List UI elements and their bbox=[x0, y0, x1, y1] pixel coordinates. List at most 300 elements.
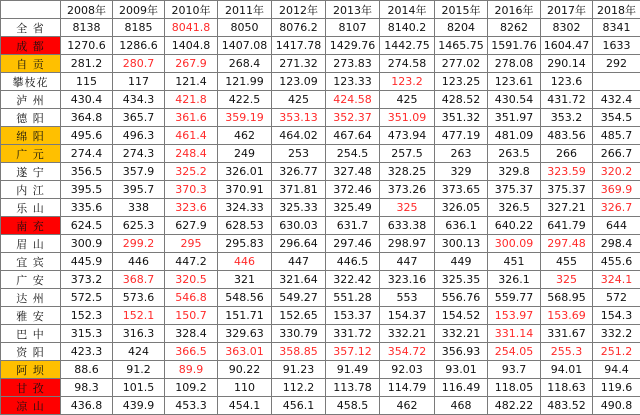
value-cell[interactable]: 372.46 bbox=[326, 181, 380, 199]
value-cell[interactable]: 490.8 bbox=[593, 397, 640, 415]
value-cell[interactable]: 456.1 bbox=[272, 397, 326, 415]
value-cell[interactable]: 625.3 bbox=[113, 217, 165, 235]
value-cell[interactable]: 274.58 bbox=[380, 55, 435, 73]
value-cell[interactable]: 90.22 bbox=[218, 361, 272, 379]
region-name-cell[interactable]: 南 充 bbox=[1, 217, 61, 235]
value-cell[interactable]: 251.2 bbox=[593, 343, 640, 361]
value-cell[interactable]: 8185 bbox=[113, 19, 165, 37]
value-cell[interactable]: 644 bbox=[593, 217, 640, 235]
value-cell[interactable]: 266.7 bbox=[593, 145, 640, 163]
value-cell[interactable]: 115 bbox=[61, 73, 113, 91]
value-cell[interactable]: 113.78 bbox=[326, 379, 380, 397]
value-cell[interactable]: 395.7 bbox=[113, 181, 165, 199]
table-row bbox=[1, 37, 640, 55]
value-cell[interactable]: 123.33 bbox=[326, 73, 380, 91]
region-name-cell[interactable]: 内 江 bbox=[1, 181, 61, 199]
value-cell[interactable]: 477.19 bbox=[435, 127, 488, 145]
value-cell[interactable]: 430.4 bbox=[61, 91, 113, 109]
value-cell[interactable]: 332.2 bbox=[593, 325, 640, 343]
region-name-cell[interactable]: 全 省 bbox=[1, 19, 61, 37]
value-cell[interactable]: 8262 bbox=[488, 19, 541, 37]
value-cell[interactable]: 370.3 bbox=[165, 181, 218, 199]
region-name-cell[interactable]: 宜 宾 bbox=[1, 253, 61, 271]
header-cell-year[interactable]: 2016年 bbox=[488, 1, 541, 19]
table-row bbox=[1, 127, 640, 145]
value-cell[interactable]: 91.49 bbox=[326, 361, 380, 379]
value-cell[interactable]: 326.5 bbox=[488, 199, 541, 217]
value-cell[interactable]: 352.37 bbox=[326, 109, 380, 127]
value-cell[interactable]: 94.01 bbox=[541, 361, 593, 379]
value-cell[interactable]: 572.5 bbox=[61, 289, 113, 307]
value-cell[interactable]: 93.01 bbox=[435, 361, 488, 379]
value-cell[interactable]: 458.5 bbox=[326, 397, 380, 415]
region-name-cell[interactable]: 成 都 bbox=[1, 37, 61, 55]
value-cell[interactable]: 548.56 bbox=[218, 289, 272, 307]
value-cell[interactable]: 481.09 bbox=[488, 127, 541, 145]
value-cell[interactable]: 274.4 bbox=[61, 145, 113, 163]
value-cell[interactable]: 449 bbox=[435, 253, 488, 271]
value-cell[interactable]: 277.02 bbox=[435, 55, 488, 73]
header-cell-corner[interactable] bbox=[1, 1, 61, 19]
value-cell[interactable]: 253 bbox=[272, 145, 326, 163]
value-cell[interactable]: 323.6 bbox=[165, 199, 218, 217]
value-cell[interactable]: 298.4 bbox=[593, 235, 640, 253]
value-cell[interactable]: 110 bbox=[218, 379, 272, 397]
value-cell[interactable]: 249 bbox=[218, 145, 272, 163]
value-cell[interactable]: 8302 bbox=[541, 19, 593, 37]
value-cell[interactable]: 325 bbox=[541, 271, 593, 289]
header-cell-year[interactable]: 2014年 bbox=[380, 1, 435, 19]
value-cell[interactable]: 116.49 bbox=[435, 379, 488, 397]
value-cell[interactable]: 298.97 bbox=[380, 235, 435, 253]
value-cell[interactable]: 636.1 bbox=[435, 217, 488, 235]
value-cell[interactable]: 123.25 bbox=[435, 73, 488, 91]
value-cell[interactable]: 8041.8 bbox=[165, 19, 218, 37]
value-cell[interactable]: 641.79 bbox=[541, 217, 593, 235]
value-cell[interactable]: 432.4 bbox=[593, 91, 640, 109]
value-cell[interactable]: 553 bbox=[380, 289, 435, 307]
value-cell[interactable]: 323.59 bbox=[541, 163, 593, 181]
table-row bbox=[1, 217, 640, 235]
value-cell[interactable]: 356.93 bbox=[435, 343, 488, 361]
value-cell[interactable]: 354.72 bbox=[380, 343, 435, 361]
value-cell[interactable]: 316.3 bbox=[113, 325, 165, 343]
value-cell[interactable]: 375.37 bbox=[488, 181, 541, 199]
header-cell-year[interactable]: 2009年 bbox=[113, 1, 165, 19]
value-cell[interactable]: 331.14 bbox=[488, 325, 541, 343]
region-name-cell[interactable]: 眉 山 bbox=[1, 235, 61, 253]
value-cell[interactable]: 121.4 bbox=[165, 73, 218, 91]
value-cell[interactable]: 630.03 bbox=[272, 217, 326, 235]
value-cell[interactable]: 363.01 bbox=[218, 343, 272, 361]
value-cell[interactable]: 370.91 bbox=[218, 181, 272, 199]
value-cell[interactable]: 351.09 bbox=[380, 109, 435, 127]
value-cell[interactable]: 351.32 bbox=[435, 109, 488, 127]
value-cell[interactable]: 549.27 bbox=[272, 289, 326, 307]
value-cell[interactable]: 468 bbox=[435, 397, 488, 415]
value-cell[interactable]: 8107 bbox=[326, 19, 380, 37]
value-cell[interactable]: 559.77 bbox=[488, 289, 541, 307]
value-cell[interactable]: 329.8 bbox=[488, 163, 541, 181]
value-cell[interactable]: 326.01 bbox=[218, 163, 272, 181]
region-name-cell[interactable]: 资 阳 bbox=[1, 343, 61, 361]
value-cell[interactable]: 152.3 bbox=[61, 307, 113, 325]
value-cell[interactable]: 1270.6 bbox=[61, 37, 113, 55]
value-cell[interactable]: 328.4 bbox=[165, 325, 218, 343]
header-cell-year[interactable]: 2010年 bbox=[165, 1, 218, 19]
table-row bbox=[1, 163, 640, 181]
value-cell[interactable]: 451 bbox=[488, 253, 541, 271]
value-cell[interactable]: 295.83 bbox=[218, 235, 272, 253]
value-cell[interactable]: 572 bbox=[593, 289, 640, 307]
value-cell[interactable]: 455.6 bbox=[593, 253, 640, 271]
value-cell[interactable]: 327.21 bbox=[541, 199, 593, 217]
table-row bbox=[1, 271, 640, 289]
value-cell[interactable]: 446 bbox=[113, 253, 165, 271]
value-cell[interactable]: 455 bbox=[541, 253, 593, 271]
value-cell[interactable]: 1404.8 bbox=[165, 37, 218, 55]
region-name-cell[interactable]: 泸 州 bbox=[1, 91, 61, 109]
value-cell[interactable]: 331.67 bbox=[541, 325, 593, 343]
value-cell[interactable]: 467.64 bbox=[326, 127, 380, 145]
value-cell[interactable]: 356.5 bbox=[61, 163, 113, 181]
value-cell[interactable]: 428.52 bbox=[435, 91, 488, 109]
value-cell[interactable]: 482.22 bbox=[488, 397, 541, 415]
value-cell[interactable]: 461.4 bbox=[165, 127, 218, 145]
value-cell[interactable]: 483.52 bbox=[541, 397, 593, 415]
value-cell[interactable]: 628.53 bbox=[218, 217, 272, 235]
value-cell[interactable]: 462 bbox=[218, 127, 272, 145]
value-cell[interactable]: 357.12 bbox=[326, 343, 380, 361]
header-cell-year[interactable]: 2018年 bbox=[593, 1, 640, 19]
value-cell[interactable]: 248.4 bbox=[165, 145, 218, 163]
value-cell[interactable]: 423.3 bbox=[61, 343, 113, 361]
value-cell[interactable]: 271.32 bbox=[272, 55, 326, 73]
value-cell[interactable]: 1407.08 bbox=[218, 37, 272, 55]
value-cell[interactable]: 123.6 bbox=[541, 73, 593, 91]
value-cell[interactable]: 280.7 bbox=[113, 55, 165, 73]
value-cell[interactable]: 422.5 bbox=[218, 91, 272, 109]
value-cell[interactable]: 151.71 bbox=[218, 307, 272, 325]
region-name-cell[interactable]: 阿 坝 bbox=[1, 361, 61, 379]
value-cell[interactable]: 109.2 bbox=[165, 379, 218, 397]
value-cell[interactable]: 640.22 bbox=[488, 217, 541, 235]
value-cell[interactable]: 8050 bbox=[218, 19, 272, 37]
value-cell[interactable]: 546.8 bbox=[165, 289, 218, 307]
value-cell[interactable]: 295 bbox=[165, 235, 218, 253]
table-row bbox=[1, 55, 640, 73]
value-cell[interactable]: 373.26 bbox=[380, 181, 435, 199]
value-cell[interactable]: 93.7 bbox=[488, 361, 541, 379]
table-row bbox=[1, 235, 640, 253]
value-cell[interactable]: 266 bbox=[541, 145, 593, 163]
value-cell[interactable]: 297.48 bbox=[541, 235, 593, 253]
value-cell[interactable] bbox=[593, 73, 640, 91]
value-cell[interactable]: 329 bbox=[435, 163, 488, 181]
table-row bbox=[1, 181, 640, 199]
value-cell[interactable]: 366.5 bbox=[165, 343, 218, 361]
value-cell[interactable]: 8138 bbox=[61, 19, 113, 37]
value-cell[interactable]: 1442.75 bbox=[380, 37, 435, 55]
value-cell[interactable]: 324.33 bbox=[218, 199, 272, 217]
value-cell[interactable]: 268.4 bbox=[218, 55, 272, 73]
value-cell[interactable]: 154.3 bbox=[593, 307, 640, 325]
value-cell[interactable]: 326.7 bbox=[593, 199, 640, 217]
value-cell[interactable]: 1417.78 bbox=[272, 37, 326, 55]
value-cell[interactable]: 434.3 bbox=[113, 91, 165, 109]
table-row bbox=[1, 307, 640, 325]
value-cell[interactable]: 424.58 bbox=[326, 91, 380, 109]
value-cell[interactable]: 153.37 bbox=[326, 307, 380, 325]
value-cell[interactable]: 98.3 bbox=[61, 379, 113, 397]
value-cell[interactable]: 321.64 bbox=[272, 271, 326, 289]
value-cell[interactable]: 353.13 bbox=[272, 109, 326, 127]
value-cell[interactable]: 296.64 bbox=[272, 235, 326, 253]
value-cell[interactable]: 281.2 bbox=[61, 55, 113, 73]
value-cell[interactable]: 300.13 bbox=[435, 235, 488, 253]
value-cell[interactable]: 329.63 bbox=[218, 325, 272, 343]
value-cell[interactable]: 439.9 bbox=[113, 397, 165, 415]
table-body bbox=[1, 19, 640, 415]
table-row bbox=[1, 379, 640, 397]
value-cell[interactable]: 358.85 bbox=[272, 343, 326, 361]
value-cell[interactable]: 327.48 bbox=[326, 163, 380, 181]
value-cell[interactable]: 330.79 bbox=[272, 325, 326, 343]
value-cell[interactable]: 152.65 bbox=[272, 307, 326, 325]
value-cell[interactable]: 1591.76 bbox=[488, 37, 541, 55]
value-cell[interactable]: 373.2 bbox=[61, 271, 113, 289]
value-cell[interactable]: 454.1 bbox=[218, 397, 272, 415]
value-cell[interactable]: 464.02 bbox=[272, 127, 326, 145]
value-cell[interactable]: 118.63 bbox=[541, 379, 593, 397]
value-cell[interactable]: 121.99 bbox=[218, 73, 272, 91]
table-row bbox=[1, 325, 640, 343]
value-cell[interactable]: 322.42 bbox=[326, 271, 380, 289]
value-cell[interactable]: 88.6 bbox=[61, 361, 113, 379]
value-cell[interactable]: 332.21 bbox=[380, 325, 435, 343]
value-cell[interactable]: 328.25 bbox=[380, 163, 435, 181]
value-cell[interactable]: 447 bbox=[380, 253, 435, 271]
value-cell[interactable]: 153.97 bbox=[488, 307, 541, 325]
header-cell-year[interactable]: 2017年 bbox=[541, 1, 593, 19]
value-cell[interactable]: 1286.6 bbox=[113, 37, 165, 55]
header-cell-year[interactable]: 2013年 bbox=[326, 1, 380, 19]
region-name-cell[interactable]: 雅 安 bbox=[1, 307, 61, 325]
value-cell[interactable]: 8140.2 bbox=[380, 19, 435, 37]
value-cell[interactable]: 425 bbox=[380, 91, 435, 109]
value-cell[interactable]: 94.4 bbox=[593, 361, 640, 379]
value-cell[interactable]: 447.2 bbox=[165, 253, 218, 271]
value-cell[interactable]: 325.49 bbox=[326, 199, 380, 217]
table-row bbox=[1, 199, 640, 217]
table-row bbox=[1, 397, 640, 415]
table-row bbox=[1, 343, 640, 361]
value-cell[interactable]: 326.77 bbox=[272, 163, 326, 181]
value-cell[interactable]: 92.03 bbox=[380, 361, 435, 379]
region-name-cell[interactable]: 凉 山 bbox=[1, 397, 61, 415]
value-cell[interactable]: 462 bbox=[380, 397, 435, 415]
value-cell[interactable]: 1633 bbox=[593, 37, 640, 55]
region-name-cell[interactable]: 攀枝花 bbox=[1, 73, 61, 91]
value-cell[interactable]: 353.2 bbox=[541, 109, 593, 127]
value-cell[interactable]: 325.35 bbox=[435, 271, 488, 289]
value-cell[interactable]: 495.6 bbox=[61, 127, 113, 145]
value-cell[interactable]: 123.09 bbox=[272, 73, 326, 91]
table-row bbox=[1, 361, 640, 379]
header-cell-year[interactable]: 2012年 bbox=[272, 1, 326, 19]
value-cell[interactable]: 263 bbox=[435, 145, 488, 163]
value-cell[interactable]: 335.6 bbox=[61, 199, 113, 217]
region-name-cell[interactable]: 德 阳 bbox=[1, 109, 61, 127]
value-cell[interactable]: 568.95 bbox=[541, 289, 593, 307]
value-cell[interactable]: 114.79 bbox=[380, 379, 435, 397]
value-cell[interactable]: 153.69 bbox=[541, 307, 593, 325]
value-cell[interactable]: 274.3 bbox=[113, 145, 165, 163]
table-row bbox=[1, 253, 640, 271]
region-name-cell[interactable]: 遂 宁 bbox=[1, 163, 61, 181]
value-cell[interactable]: 357.9 bbox=[113, 163, 165, 181]
region-name-cell[interactable]: 自 贡 bbox=[1, 55, 61, 73]
value-cell[interactable]: 91.23 bbox=[272, 361, 326, 379]
region-name-cell[interactable]: 广 安 bbox=[1, 271, 61, 289]
value-cell[interactable]: 315.3 bbox=[61, 325, 113, 343]
value-cell[interactable]: 112.2 bbox=[272, 379, 326, 397]
value-cell[interactable]: 556.76 bbox=[435, 289, 488, 307]
table-header bbox=[1, 1, 640, 19]
value-cell[interactable]: 375.37 bbox=[541, 181, 593, 199]
value-cell[interactable]: 324.1 bbox=[593, 271, 640, 289]
header-row bbox=[1, 1, 640, 19]
value-cell[interactable]: 446 bbox=[218, 253, 272, 271]
value-cell[interactable]: 326.05 bbox=[435, 199, 488, 217]
value-cell[interactable]: 446.5 bbox=[326, 253, 380, 271]
value-cell[interactable]: 150.7 bbox=[165, 307, 218, 325]
value-cell[interactable]: 371.81 bbox=[272, 181, 326, 199]
value-cell[interactable]: 331.72 bbox=[326, 325, 380, 343]
value-cell[interactable]: 551.28 bbox=[326, 289, 380, 307]
region-name-cell[interactable]: 绵 阳 bbox=[1, 127, 61, 145]
value-cell[interactable]: 325.33 bbox=[272, 199, 326, 217]
value-cell[interactable]: 300.9 bbox=[61, 235, 113, 253]
value-cell[interactable]: 421.8 bbox=[165, 91, 218, 109]
value-cell[interactable]: 320.2 bbox=[593, 163, 640, 181]
value-cell[interactable]: 1465.75 bbox=[435, 37, 488, 55]
value-cell[interactable]: 290.14 bbox=[541, 55, 593, 73]
value-cell[interactable]: 321 bbox=[218, 271, 272, 289]
value-cell[interactable]: 631.7 bbox=[326, 217, 380, 235]
value-cell[interactable]: 424 bbox=[113, 343, 165, 361]
value-cell[interactable]: 117 bbox=[113, 73, 165, 91]
value-cell[interactable]: 8204 bbox=[435, 19, 488, 37]
value-cell[interactable]: 431.72 bbox=[541, 91, 593, 109]
value-cell[interactable]: 278.08 bbox=[488, 55, 541, 73]
value-cell[interactable]: 395.5 bbox=[61, 181, 113, 199]
value-cell[interactable]: 119.6 bbox=[593, 379, 640, 397]
value-cell[interactable]: 123.2 bbox=[380, 73, 435, 91]
value-cell[interactable]: 430.54 bbox=[488, 91, 541, 109]
value-cell[interactable]: 359.19 bbox=[218, 109, 272, 127]
header-cell-year[interactable]: 2008年 bbox=[61, 1, 113, 19]
value-cell[interactable]: 323.16 bbox=[380, 271, 435, 289]
value-cell[interactable]: 351.97 bbox=[488, 109, 541, 127]
value-cell[interactable]: 263.5 bbox=[488, 145, 541, 163]
table-row bbox=[1, 289, 640, 307]
header-cell-year[interactable]: 2015年 bbox=[435, 1, 488, 19]
value-cell[interactable]: 369.9 bbox=[593, 181, 640, 199]
value-cell[interactable]: 154.37 bbox=[380, 307, 435, 325]
value-cell[interactable]: 325 bbox=[380, 199, 435, 217]
value-cell[interactable]: 123.61 bbox=[488, 73, 541, 91]
value-cell[interactable]: 496.3 bbox=[113, 127, 165, 145]
value-cell[interactable]: 447 bbox=[272, 253, 326, 271]
value-cell[interactable]: 254.5 bbox=[326, 145, 380, 163]
value-cell[interactable]: 255.3 bbox=[541, 343, 593, 361]
value-cell[interactable]: 101.5 bbox=[113, 379, 165, 397]
value-cell[interactable]: 453.3 bbox=[165, 397, 218, 415]
value-cell[interactable]: 368.7 bbox=[113, 271, 165, 289]
value-cell[interactable]: 299.2 bbox=[113, 235, 165, 253]
value-cell[interactable]: 425 bbox=[272, 91, 326, 109]
value-cell[interactable]: 445.9 bbox=[61, 253, 113, 271]
region-name-cell[interactable]: 广 元 bbox=[1, 145, 61, 163]
value-cell[interactable]: 257.5 bbox=[380, 145, 435, 163]
value-cell[interactable]: 633.38 bbox=[380, 217, 435, 235]
value-cell[interactable]: 89.9 bbox=[165, 361, 218, 379]
value-cell[interactable]: 436.8 bbox=[61, 397, 113, 415]
value-cell[interactable]: 292 bbox=[593, 55, 640, 73]
value-cell[interactable]: 483.56 bbox=[541, 127, 593, 145]
table-row bbox=[1, 145, 640, 163]
value-cell[interactable]: 154.52 bbox=[435, 307, 488, 325]
value-cell[interactable]: 91.2 bbox=[113, 361, 165, 379]
value-cell[interactable]: 254.05 bbox=[488, 343, 541, 361]
value-cell[interactable]: 338 bbox=[113, 199, 165, 217]
table-row bbox=[1, 109, 640, 127]
value-cell[interactable]: 152.1 bbox=[113, 307, 165, 325]
value-cell[interactable]: 8341 bbox=[593, 19, 640, 37]
region-name-cell[interactable]: 乐 山 bbox=[1, 199, 61, 217]
value-cell[interactable]: 326.1 bbox=[488, 271, 541, 289]
value-cell[interactable]: 473.94 bbox=[380, 127, 435, 145]
value-cell[interactable]: 1604.47 bbox=[541, 37, 593, 55]
value-cell[interactable]: 354.5 bbox=[593, 109, 640, 127]
value-cell[interactable]: 1429.76 bbox=[326, 37, 380, 55]
value-cell[interactable]: 8076.2 bbox=[272, 19, 326, 37]
header-cell-year[interactable]: 2011年 bbox=[218, 1, 272, 19]
value-cell[interactable]: 118.05 bbox=[488, 379, 541, 397]
value-cell[interactable]: 361.6 bbox=[165, 109, 218, 127]
value-cell[interactable]: 627.9 bbox=[165, 217, 218, 235]
region-name-cell[interactable]: 甘 孜 bbox=[1, 379, 61, 397]
value-cell[interactable]: 273.83 bbox=[326, 55, 380, 73]
region-name-cell[interactable]: 巴 中 bbox=[1, 325, 61, 343]
value-cell[interactable]: 373.65 bbox=[435, 181, 488, 199]
value-cell[interactable]: 300.09 bbox=[488, 235, 541, 253]
value-cell[interactable]: 267.9 bbox=[165, 55, 218, 73]
value-cell[interactable]: 624.5 bbox=[61, 217, 113, 235]
table-row bbox=[1, 19, 640, 37]
value-cell[interactable]: 320.5 bbox=[165, 271, 218, 289]
value-cell[interactable]: 297.46 bbox=[326, 235, 380, 253]
region-name-cell[interactable]: 达 州 bbox=[1, 289, 61, 307]
value-cell[interactable]: 364.8 bbox=[61, 109, 113, 127]
value-cell[interactable]: 325.2 bbox=[165, 163, 218, 181]
table-row bbox=[1, 73, 640, 91]
value-cell[interactable]: 365.7 bbox=[113, 109, 165, 127]
value-cell[interactable]: 332.21 bbox=[435, 325, 488, 343]
value-cell[interactable]: 573.6 bbox=[113, 289, 165, 307]
value-cell[interactable]: 485.7 bbox=[593, 127, 640, 145]
